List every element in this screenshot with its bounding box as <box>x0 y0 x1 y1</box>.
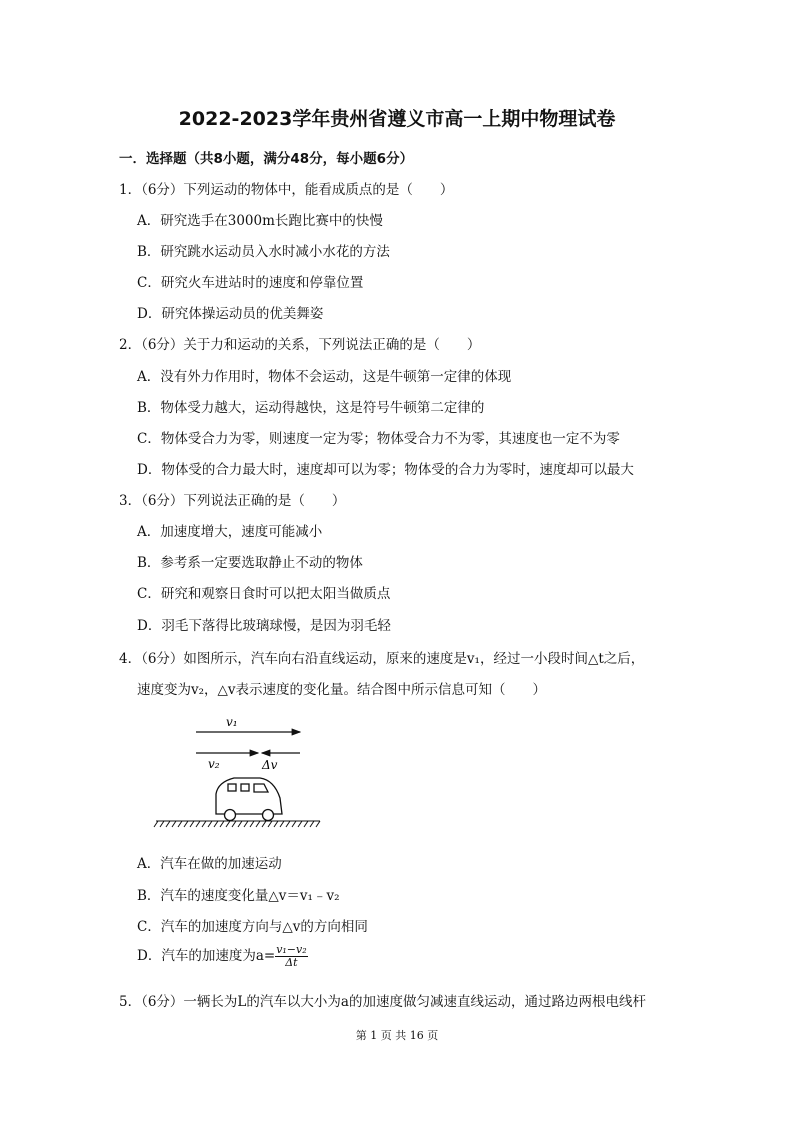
question-4-option-c: C．汽车的加速度方向与△v的方向相同 <box>137 919 368 935</box>
delta-v-label: Δv <box>262 758 278 772</box>
question-3-option-c: C．研究和观察日食时可以把太阳当做质点 <box>137 586 391 602</box>
page-footer: 第 1 页 共 16 页 <box>355 1029 439 1042</box>
question-2-option-b: B．物体受力越大，运动得越快，这是符号牛顿第二定律的 <box>137 400 485 416</box>
question-1-option-a: A．研究选手在3000m长跑比赛中的快慢 <box>137 213 383 229</box>
question-4-option-d <box>137 944 308 969</box>
question-3-option-d: D．羽毛下落得比玻璃球慢，是因为羽毛轻 <box>137 618 391 634</box>
question-1-option-c: C．研究火车进站时的速度和停靠位置 <box>137 275 364 291</box>
fraction-denominator: Δt <box>285 956 298 969</box>
question-2-option-d: D．物体受的合力最大时，速度却可以为零；物体受的合力为零时，速度却可以最大 <box>137 462 634 478</box>
question-5-stem: 5．（6分）一辆长为L的汽车以大小为a的加速度做匀减速直线运动，通过路边两根电线杆 <box>119 994 646 1010</box>
question-1-option-b: B．研究跳水运动员入水时减小水花的方法 <box>137 244 390 260</box>
question-2-option-c: C．物体受合力为零，则速度一定为零；物体受合力不为零，其速度也一定不为零 <box>137 431 620 447</box>
question-4-stem-line1: 4．（6分）如图所示，汽车向右沿直线运动，原来的速度是v₁，经过一小段时间△t之后， <box>119 651 645 667</box>
page-title: 2022-2023学年贵州省遵义市高一上期中物理试卷 <box>178 108 616 130</box>
acceleration-fraction <box>275 944 307 969</box>
question-4-option-b: B．汽车的速度变化量△v＝v₁﹣v₂ <box>137 888 340 904</box>
section-heading: 一．选择题（共8小题，满分48分，每小题6分） <box>119 151 414 167</box>
fraction-numerator: v₁−v₂ <box>276 943 307 956</box>
v2-label: v₂ <box>208 757 220 771</box>
question-3-option-a: A．加速度增大，速度可能减小 <box>137 524 323 540</box>
question-2-stem: 2．（6分）关于力和运动的关系，下列说法正确的是（ ） <box>119 337 481 353</box>
question-4-stem-line2: 速度变为v₂，△v表示速度的变化量。结合图中所示信息可知（ ） <box>137 682 547 698</box>
velocity-car-diagram <box>150 708 330 832</box>
question-1-stem: 1．（6分）下列运动的物体中，能看成质点的是（ ） <box>119 182 454 198</box>
question-3-option-b: B．参考系一定要选取静止不动的物体 <box>137 555 363 571</box>
question-4-option-a: A．汽车在做的加速运动 <box>137 856 282 872</box>
question-1-option-d: D．研究体操运动员的优美舞姿 <box>137 306 324 322</box>
car-icon <box>216 778 282 821</box>
question-2-option-a: A．没有外力作用时，物体不会运动，这是牛顿第一定律的体现 <box>137 369 512 385</box>
question-4-option-d-prefix: D．汽车的加速度为a= <box>137 948 276 964</box>
v1-label: v₁ <box>226 715 238 729</box>
question-3-stem: 3．（6分）下列说法正确的是（ ） <box>119 493 346 509</box>
ground <box>154 821 320 827</box>
